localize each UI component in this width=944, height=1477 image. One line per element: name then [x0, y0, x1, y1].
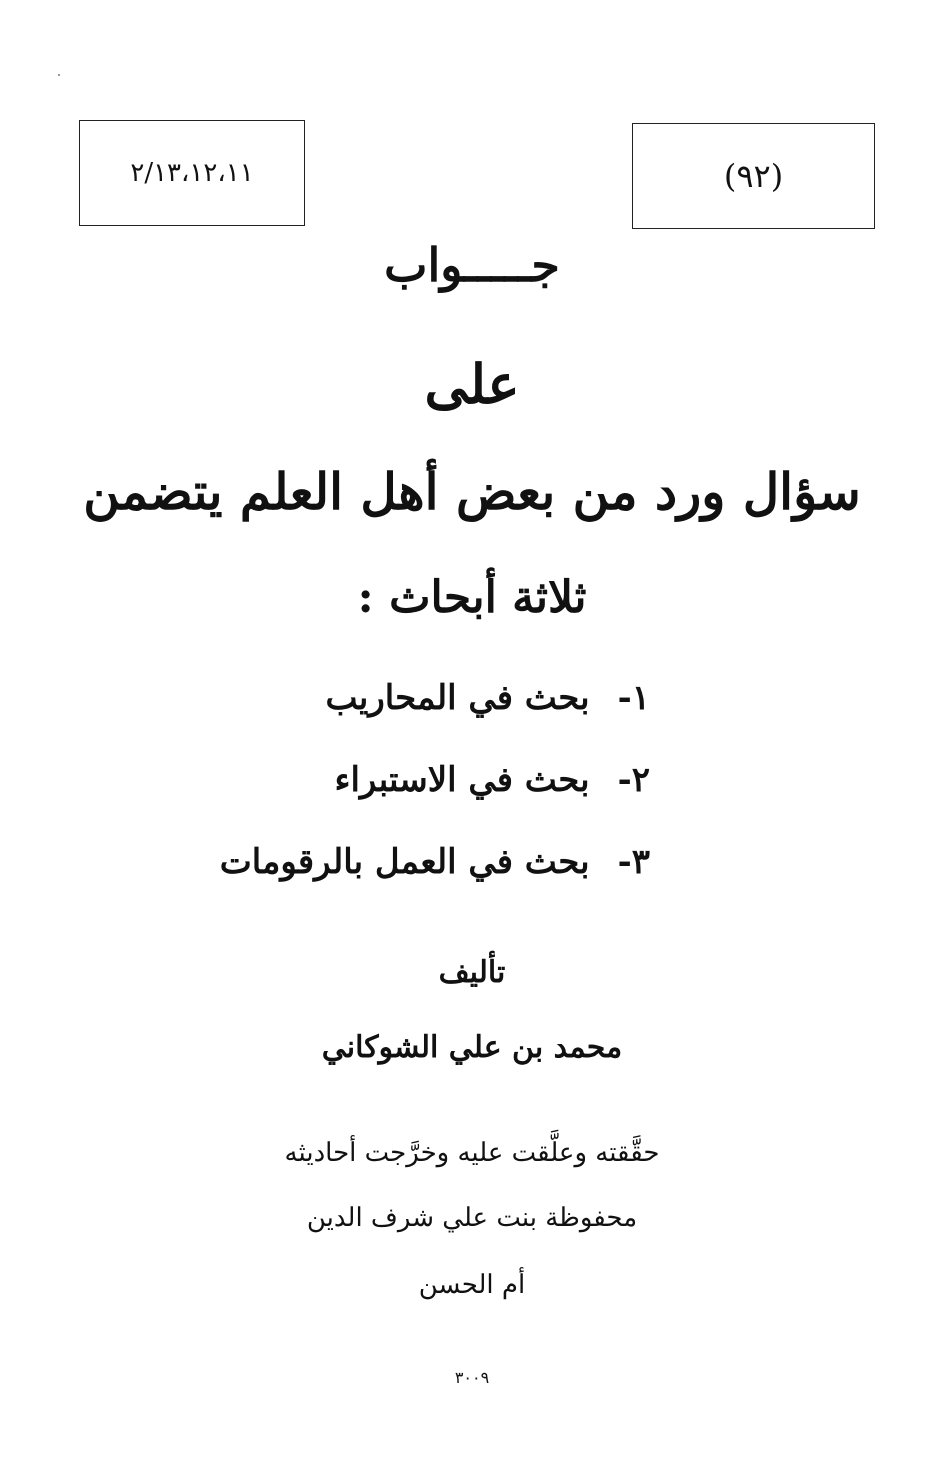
treatise-number-text: (٩٢) — [723, 157, 784, 195]
topic-item-3 — [220, 842, 650, 882]
topic-item-1 — [326, 678, 651, 718]
title-answer: جـــــواب — [384, 238, 560, 292]
topic-number: ٢- — [617, 760, 650, 800]
pages-reference-text: ٢/١٣،١٢،١١ — [130, 158, 254, 188]
author-name: محمد بن علي الشوكاني — [321, 1030, 623, 1065]
editor-credit: حقَّقته وعلَّقت عليه وخرَّجت أحاديثه — [284, 1138, 660, 1168]
title-question: سؤال ورد من بعض أهل العلم يتضمن — [83, 462, 861, 521]
editor-kunya: أم الحسن — [418, 1270, 526, 1300]
topic-item-2 — [335, 760, 651, 800]
topic-text: بحث في الاستبراء — [334, 760, 590, 800]
page-number: ٣٠٠٩ — [454, 1368, 490, 1387]
treatise-number-box — [632, 123, 875, 229]
pages-reference-box — [79, 120, 305, 226]
title-on: على — [424, 352, 520, 416]
editor-name: محفوظة بنت علي شرف الدين — [306, 1203, 638, 1233]
topic-text: بحث في العمل بالرقومات — [219, 842, 590, 882]
authorship-label: تأليف — [438, 955, 506, 990]
title-three-topics: ثلاثة أبحاث : — [357, 572, 587, 623]
topic-number: ١- — [617, 678, 650, 718]
topic-number: ٣- — [617, 842, 650, 882]
scan-speck — [58, 74, 60, 76]
topic-text: بحث في المحاريب — [325, 678, 590, 718]
